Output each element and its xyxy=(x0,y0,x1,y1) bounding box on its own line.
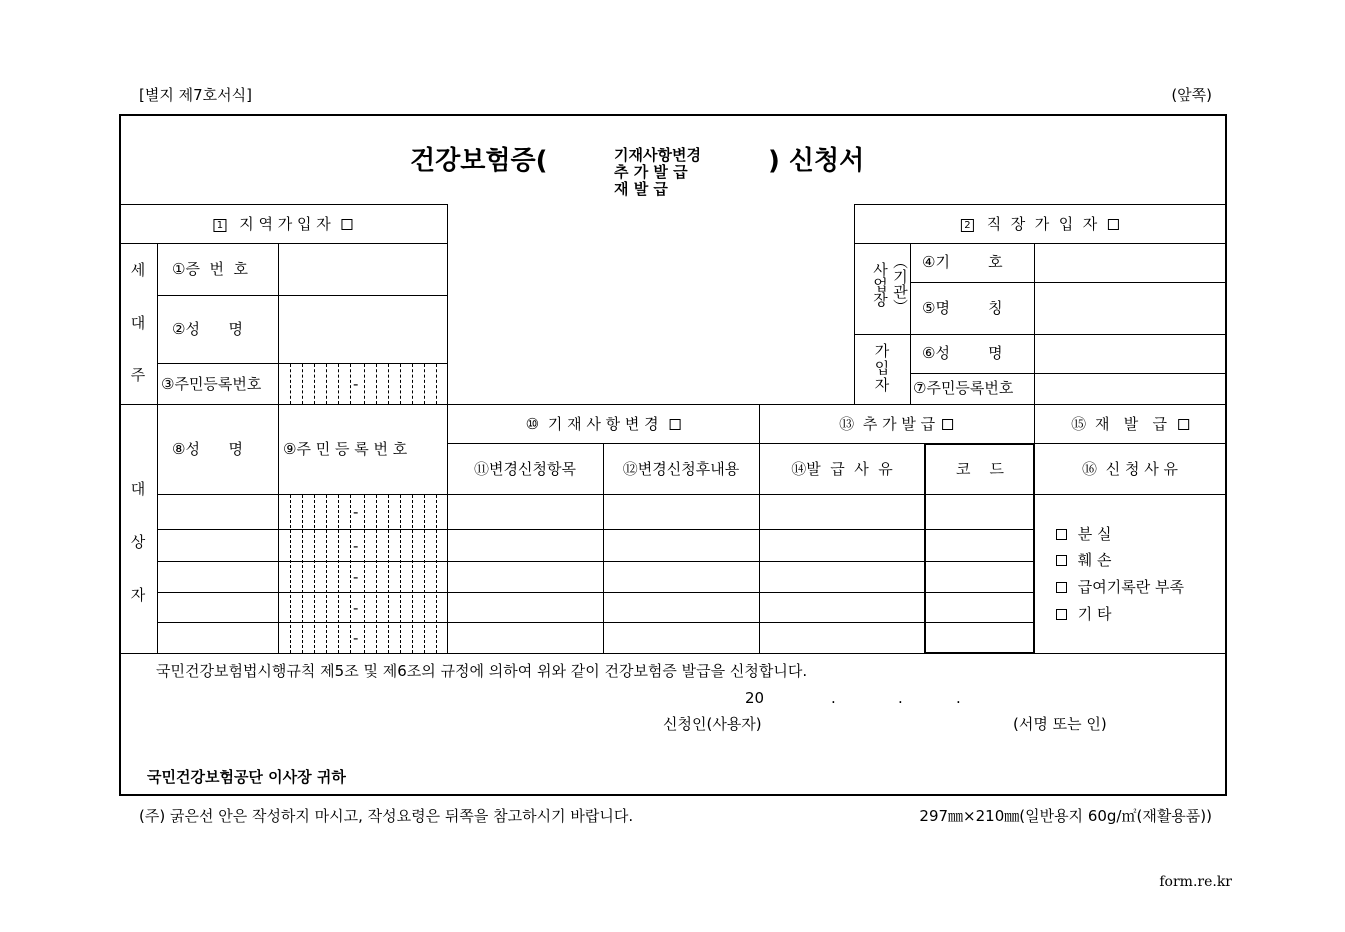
rrn-hyphen: - xyxy=(353,375,359,393)
applicant-label: 신청인(사용자) xyxy=(663,715,762,733)
application-statement: 국민건강보험법시행규칙 제5조 및 제6조의 규정에 의하여 위와 같이 건강보험증 발급을 신청합니다. xyxy=(156,662,808,680)
target-rrn-header: ⑨주 민 등 록 번 호 xyxy=(283,440,408,458)
reason-lost-checkbox[interactable] xyxy=(1056,529,1067,540)
workplace-subscriber-header xyxy=(961,215,1119,233)
business-label: 사업장 xyxy=(871,262,889,307)
date-dot-month: . xyxy=(831,689,836,707)
rrn-hyphen: - xyxy=(353,599,359,617)
business-code-label: ④기 호 xyxy=(922,253,1003,271)
title-option-change: 기재사항변경 xyxy=(614,146,701,164)
date-dot-end: . xyxy=(956,689,961,707)
form-title-prefix: 건강보험증( xyxy=(410,146,548,176)
footer-note: (주) 굵은선 안은 작성하지 마시고, 작성요령은 뒤쪽을 참고하시기 바랍니다. xyxy=(139,807,634,825)
paper-spec: 297㎜×210㎜(일반용지 60g/㎡(재활용품)) xyxy=(919,807,1212,825)
change-after-header: ⑫변경신청후내용 xyxy=(622,460,740,478)
regional-subscriber-checkbox[interactable] xyxy=(342,219,353,230)
reason-damaged-checkbox[interactable] xyxy=(1056,555,1067,566)
member-rrn-label: ⑦주민등록번호 xyxy=(913,379,1014,397)
head-name-label: ②성 명 xyxy=(172,320,244,338)
section-number: 2 xyxy=(961,219,974,232)
reissue-checkbox[interactable] xyxy=(1178,419,1189,430)
reissue-header: ⑮ 재 발 급 xyxy=(1071,415,1189,433)
rrn-hyphen: - xyxy=(353,629,359,647)
code-header: 코 드 xyxy=(955,460,1005,478)
additional-issue-checkbox[interactable] xyxy=(942,419,953,430)
form-number: [별지 제7호서식] xyxy=(139,86,252,104)
issue-reason-header: ⑭발 급 사 유 xyxy=(791,460,893,478)
workplace-subscriber-label: 직 장 가 입 자 xyxy=(986,215,1098,233)
rrn-hyphen: - xyxy=(353,568,359,586)
reason-insufficient-checkbox[interactable] xyxy=(1056,582,1067,593)
change-entries-header: ⑩ 기 재 사 항 변 경 xyxy=(526,415,681,433)
member-name-label: ⑥성 명 xyxy=(922,344,1003,362)
reason-damaged: 훼 손 xyxy=(1056,551,1112,569)
date-year: 20 xyxy=(745,689,765,707)
section-number: 1 xyxy=(213,219,226,232)
form-title-suffix: ) 신청서 xyxy=(768,146,865,176)
change-item-header: ⑪변경신청항목 xyxy=(474,460,576,478)
recipient-label: 국민건강보험공단 이사장 귀하 xyxy=(147,768,346,786)
target-label-3: 자 xyxy=(130,586,146,604)
reason-other-checkbox[interactable] xyxy=(1056,609,1067,620)
rrn-hyphen: - xyxy=(353,537,359,555)
household-label-1: 세 xyxy=(130,261,146,279)
additional-issue-header: ⑬ 추 가 발 급 xyxy=(839,415,953,433)
reason-lost: 분 실 xyxy=(1056,525,1112,543)
business-name-label: ⑤명 칭 xyxy=(922,299,1003,317)
target-label-1: 대 xyxy=(130,480,146,498)
member-label-3: 자 xyxy=(874,376,890,394)
target-name-header: ⑧성 명 xyxy=(172,440,244,458)
card-number-label: ①증 번 호 xyxy=(172,260,248,278)
household-label-2: 대 xyxy=(130,314,146,332)
page-side-label: (앞쪽) xyxy=(1171,86,1212,104)
apply-reason-header: ⑯ 신 청 사 유 xyxy=(1081,460,1179,478)
member-label-1: 가 xyxy=(874,342,890,360)
change-entries-checkbox[interactable] xyxy=(669,419,680,430)
business-paren-label: ︵기관︶ xyxy=(891,254,909,314)
workplace-subscriber-checkbox[interactable] xyxy=(1108,219,1119,230)
title-option-reissue: 재 발 급 xyxy=(614,180,668,198)
regional-subscriber-header xyxy=(213,215,352,233)
watermark: form.re.kr xyxy=(1159,874,1232,890)
reason-insufficient: 급여기록란 부족 xyxy=(1056,578,1184,596)
date-dot-day: . xyxy=(898,689,903,707)
signature-label: (서명 또는 인) xyxy=(1013,715,1107,733)
household-label-3: 주 xyxy=(130,366,146,384)
title-option-additional: 추 가 발 급 xyxy=(614,163,688,181)
target-label-2: 상 xyxy=(130,533,146,551)
head-rrn-label: ③주민등록번호 xyxy=(161,375,262,393)
rrn-hyphen: - xyxy=(353,503,359,521)
regional-subscriber-label: 지 역 가 입 자 xyxy=(239,215,331,233)
member-label-2: 입 xyxy=(874,359,890,377)
reason-other: 기 타 xyxy=(1056,605,1112,623)
